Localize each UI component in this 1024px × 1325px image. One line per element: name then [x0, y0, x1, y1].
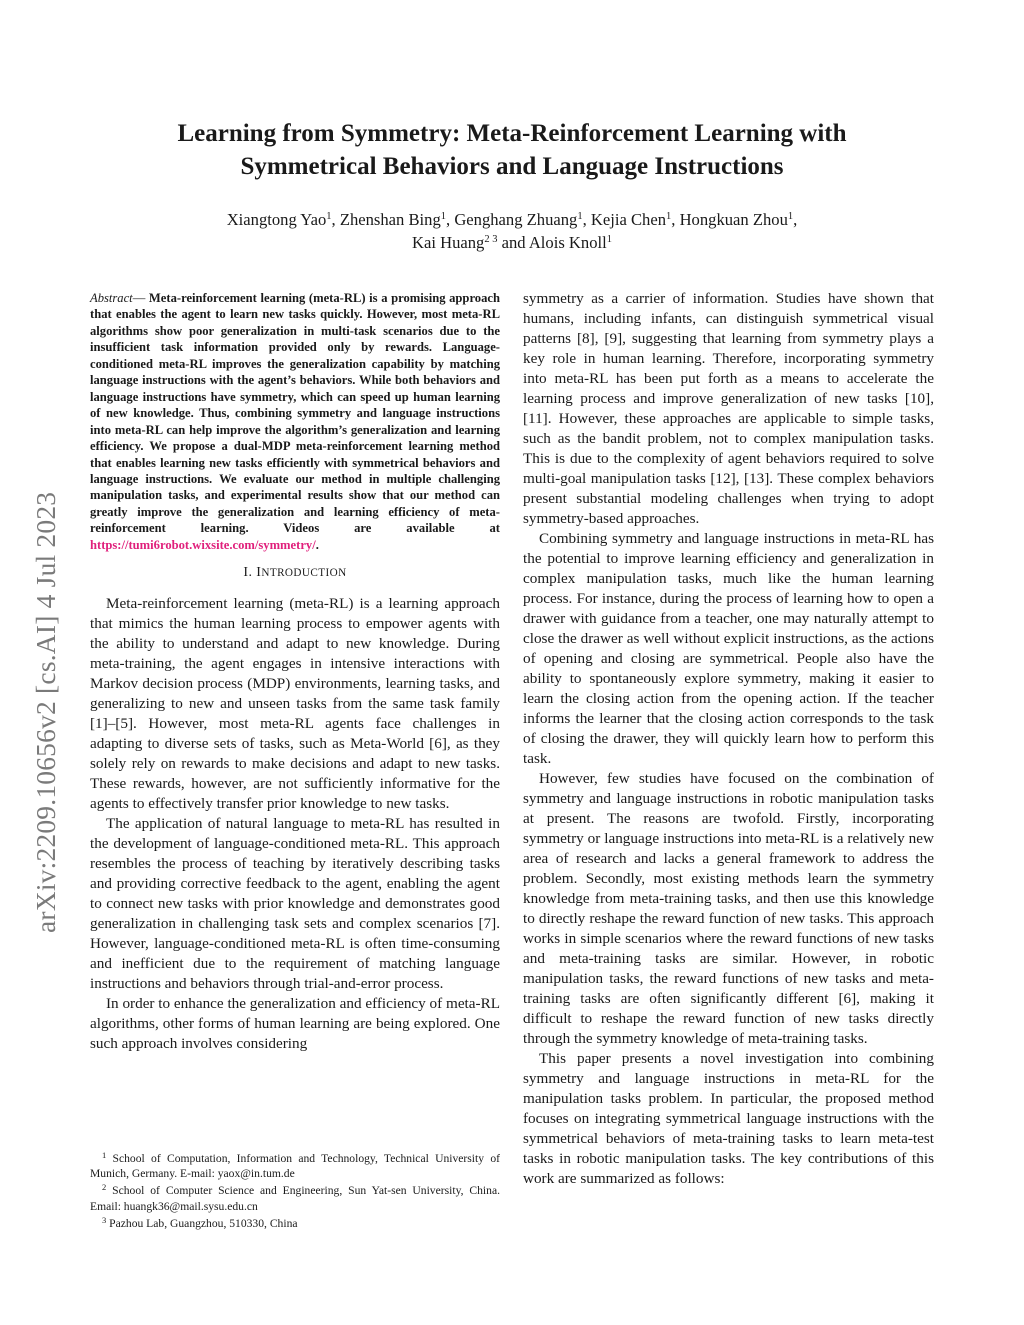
footnote-text: Pazhou Lab, Guangzhou, 510330, China — [109, 1216, 298, 1230]
footnote — [90, 1216, 500, 1231]
section-heading-introduction — [90, 563, 500, 583]
footnote-mark: 1 — [102, 1150, 107, 1160]
affiliation-mark: 1 — [577, 211, 583, 222]
arxiv-identifier-stamp: arXiv:2209.10656v2 [cs.AI] 4 Jul 2023 — [30, 491, 61, 933]
abstract-end: . — [315, 537, 319, 552]
title-line-2: Symmetrical Behaviors and Language Instructions — [240, 153, 784, 180]
author-separator: , — [671, 210, 680, 229]
section-title-rest: NTRODUCTION — [261, 567, 347, 580]
footnote — [90, 1151, 500, 1181]
author-separator: , — [582, 210, 591, 229]
intro-paragraph-1: Meta-reinforcement learning (meta-RL) is a learning approach that mimics the human learning process to empower agents with the ability to understand and adapt to new knowledge. During meta-training, the agent engages in intensive interactions with Markov decision process (MDP) environments, learning tasks, and generalizing to new and unseen tasks from the same task family [1]–[5]. However, most meta-RL agents face challenges in adapting to diverse sets of tasks, such as Meta-World [6], as they solely rely on rewards to make decisions and adapt to new tasks. These rewards, however, are not sufficiently informative for the agents to effectively transfer prior knowledge to new tasks. — [90, 595, 500, 813]
author-name: Kai Huang — [412, 233, 485, 252]
author-list — [90, 208, 934, 254]
paper-title — [90, 117, 934, 183]
footnote-mark: 3 — [102, 1214, 107, 1225]
abstract-text: Meta-reinforcement learning (meta-RL) is a promising approach that enables the agent to learn new tasks quickly. However, most meta-RL algorithms show poor generalization in multi-task scenarios due to the insufficient task information provided only by rewards. Language-conditioned meta-RL improves the generalization capability by matching language instructions with the agent’s behaviors. While both behaviors and language instructions have symmetry, which can speed up human learning of new knowledge. Thus, combining symmetry and language instructions into meta-RL can help improve the algorithm’s generalization and learning efficiency. We propose a dual-MDP meta-reinforcement learning method that enables learning new tasks efficiently with symmetrical behaviors and language instructions. We evaluate our method in multiple challenging manipulation tasks, and experimental results show that our method can greatly improve the generalization and learning efficiency of meta-reinforcement learning. Videos are available at — [90, 291, 500, 536]
affiliation-mark: 1 — [440, 211, 447, 222]
affiliation-mark: 1 — [787, 211, 794, 222]
footnote-text: School of Computation, Information and Technology, Technical University of Munich, Germany. E-mail: yaox@in.tum.de — [90, 1152, 500, 1181]
intro-paragraph-3: In order to enhance the generalization and efficiency of meta-RL algorithms, other forms of human learning are being explored. One such approach involves considering — [90, 995, 500, 1053]
intro-paragraph-7: This paper presents a novel investigation into combining symmetry and language instructions in meta-RL for the manipulation tasks problem. In particular, the proposed method focuses on integrating symmetrical language instructions with the symmetrical behaviors of meta-training tasks to learn meta-test tasks in robotic manipulation tasks. The key contributions of this work are summarized as follows: — [523, 1050, 934, 1187]
section-number: I. — [243, 565, 257, 581]
author-line-2 — [90, 231, 934, 254]
affiliation-mark: 1 — [666, 211, 672, 222]
affiliation-mark: 1 — [326, 211, 332, 222]
title-line-1: Learning from Symmetry: Meta-Reinforcement Learning with — [177, 120, 847, 147]
author-name: Xiangtong Yao — [226, 210, 327, 229]
abstract-label: Abstract — [90, 291, 133, 305]
author-name: Zhenshan Bing — [339, 210, 441, 229]
author-separator: , — [793, 210, 798, 229]
intro-paragraph-2: The application of natural language to meta-RL has resulted in the development of language-conditioned meta-RL. This approach resembles the process of teaching by iteratively describing tasks and providing corrective feedback to the agent, enabling the agent to connect new tasks with prior knowledge and demonstrates good generalization in challenging task sets and complex scenarios [7]. However, language-conditioned meta-RL is often time-consuming and inefficient due to the requirement of matching language instructions and behaviors through trial-and-error process. — [90, 815, 500, 993]
author-line-1 — [90, 208, 934, 231]
intro-paragraph-4: symmetry as a carrier of information. Studies have shown that humans, including infants, can distinguish symmetrical visual patterns [8], [9], suggesting that learning from symmetry plays a key role in human learning. Therefore, incorporating symmetry into meta-RL has been put forth as a means to accelerate the learning process and improve generalization of new tasks [10], [11]. However, these approaches are applicable to simple tasks, such as the bandit problem, not to complex manipulation tasks. This is due to the complexity of agent behaviors required to solve multi-goal manipulation tasks [12], [13]. These complex behaviors present substantial modeling challenges when trying to adopt symmetry-based approaches. — [523, 290, 934, 527]
abstract — [90, 290, 500, 553]
author-name: Hongkuan Zhou — [679, 210, 788, 229]
affiliation-mark: 1 — [606, 234, 612, 245]
author-separator: , — [331, 210, 340, 229]
intro-paragraph-6: However, few studies have focused on the combination of symmetry and language instructions in robotic manipulation tasks at present. The reasons are twofold. Firstly, incorporating symmetry or language instructions into meta-RL is a relatively new area of research and lacks a general framework to address the problem. Secondly, most existing methods learn the symmetry knowledge from meta-training tasks, and then use this knowledge to directly reshape the reward function of new tasks. This approach works in simple scenarios where the reward functions of new tasks and meta-training tasks are similar. However, in robotic manipulation tasks, the reward functions of new tasks and meta-training tasks are often significantly different [6], making it difficult to reshape the reward function of new tasks directly through the symmetry knowledge of meta-training tasks. — [523, 770, 934, 1047]
abstract-dash: — — [132, 291, 146, 305]
right-column — [523, 289, 934, 1189]
affiliation-mark: 2 3 — [484, 234, 498, 245]
author-separator: and — [497, 233, 529, 252]
author-name: Kejia Chen — [590, 210, 667, 229]
author-separator: , — [446, 210, 455, 229]
author-name: Genghang Zhuang — [454, 210, 578, 229]
footnote — [90, 1183, 500, 1213]
intro-paragraph-5: Combining symmetry and language instructions in meta-RL has the potential to improve learning efficiency and generalization in complex manipulation tasks, much like the human learning process. For instance, during the process of learning how to open a drawer with guidance from a teacher, one may naturally attempt to close the drawer as well without explicit instructions, as the actions of opening and closing are symmetrical. People also have the ability to spontaneously explore symmetry, making it easier to learn the closing action from the opening action. If the teacher informs the learner that the closing action corresponds to the task of closing the drawer, they will quickly learn how to perform this task. — [523, 530, 934, 767]
footnotes — [90, 1151, 500, 1233]
left-column — [90, 290, 500, 1054]
author-name: Alois Knoll — [528, 233, 607, 252]
project-video-link[interactable]: https://tumi6robot.wixsite.com/symmetry/ — [90, 537, 316, 552]
footnote-text: School of Computer Science and Engineering, Sun Yat-sen University, China. Email: huangk36@mail.sysu.edu.cn — [90, 1184, 500, 1213]
section-first-letter: I — [256, 565, 262, 581]
footnote-mark: 2 — [102, 1182, 107, 1193]
